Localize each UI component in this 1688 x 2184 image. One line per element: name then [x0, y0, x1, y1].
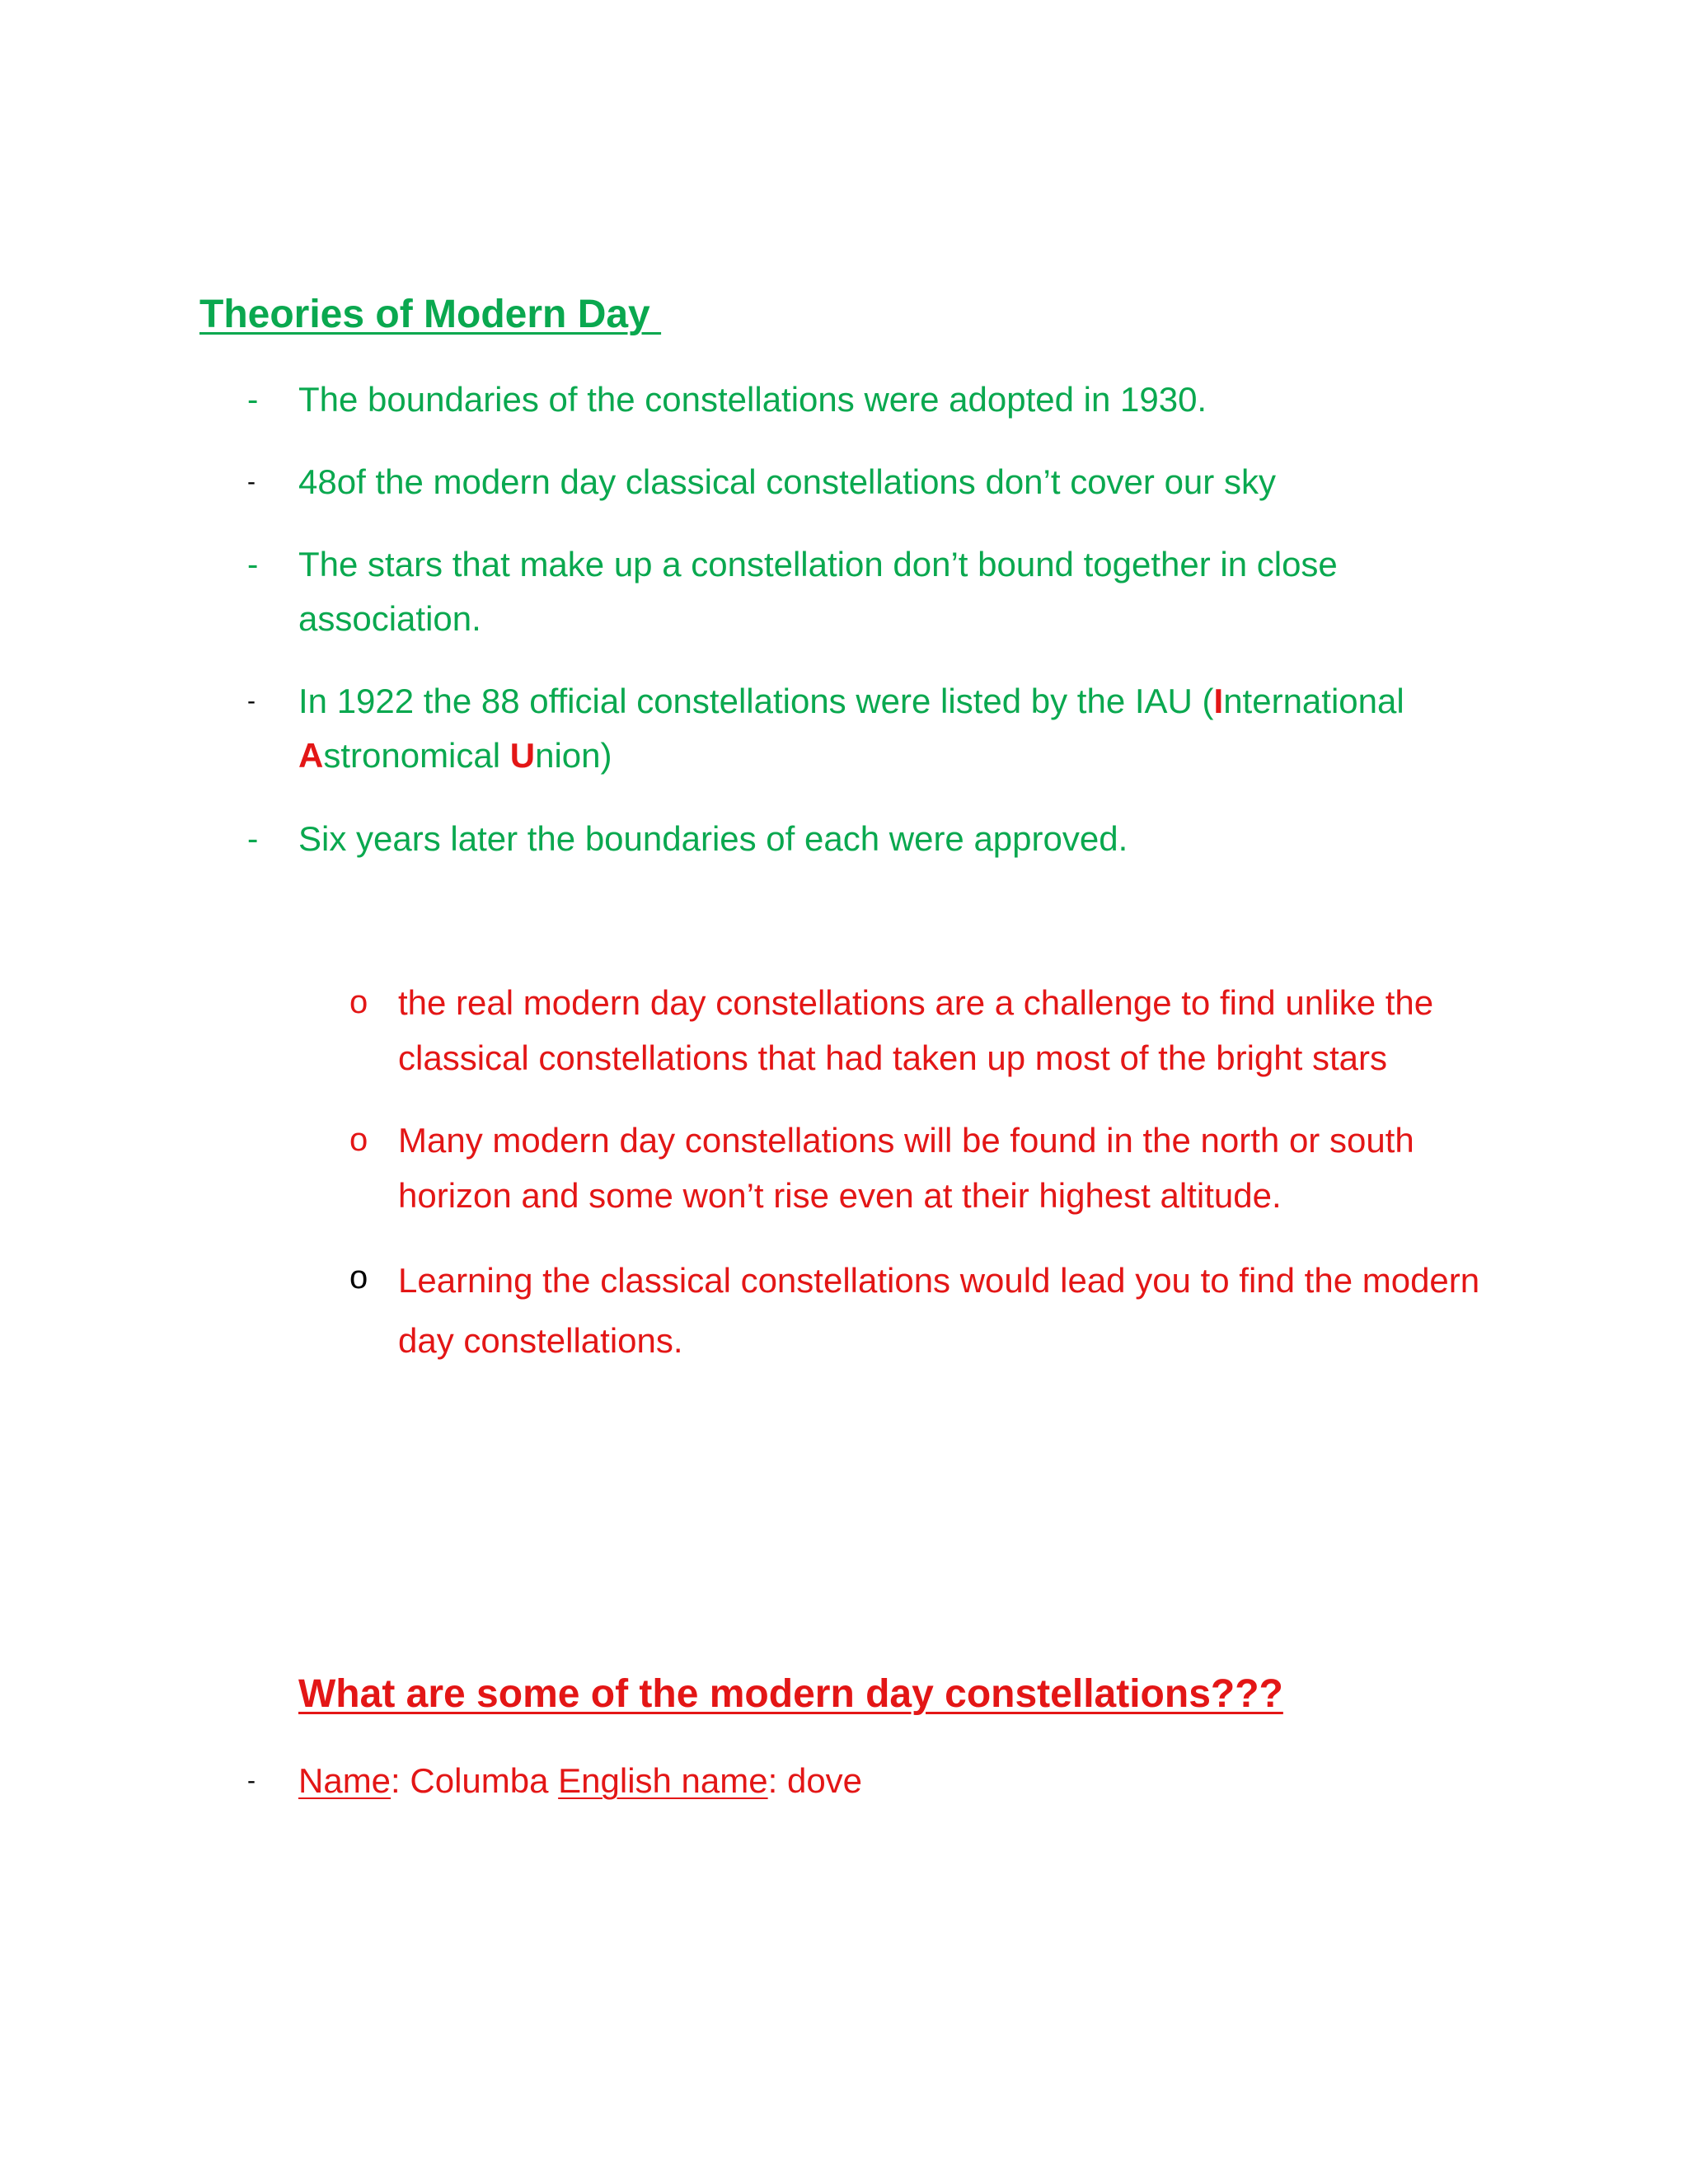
circle-bullet: o	[349, 984, 368, 1020]
dash-bullet: -	[247, 821, 259, 857]
sub-list-item-text: Many modern day constellations will be found in the north or south horizon and some won’t rise even at their highest altitude.	[398, 1121, 1414, 1215]
iau-text-a-rest: stronomical	[323, 736, 510, 775]
circle-bullet: o	[349, 1259, 368, 1296]
dash-bullet: -	[247, 382, 259, 418]
iau-text-u-rest: nion)	[535, 736, 612, 775]
english-name-label: English name	[558, 1761, 768, 1800]
circle-bullet: o	[349, 1122, 368, 1158]
iau-text-before: In 1922 the 88 official constellations were listed by the IAU (	[298, 682, 1214, 720]
section-title-theories: Theories of Modern Day	[199, 293, 662, 336]
sub-list-item-text: Learning the classical constellations would lead you to find the modern day constellations.	[398, 1261, 1480, 1360]
sub-list-item-text: the real modern day constellations are a challenge to find unlike the classical constellations that had taken up most of the bright stars	[398, 983, 1434, 1077]
dash-bullet: -	[247, 468, 256, 495]
dash-bullet: -	[247, 546, 259, 583]
dash-bullet: -	[247, 1767, 256, 1794]
list-item-text: The stars that make up a constellation don’t bound together in close association.	[298, 545, 1338, 638]
iau-letter-a: A	[298, 736, 324, 775]
list-item-text: 48of the modern day classical constellations don’t cover our sky	[298, 462, 1276, 501]
iau-text-i-rest: nternational	[1223, 682, 1404, 720]
english-name-value: : dove	[767, 1761, 863, 1800]
dash-bullet: -	[247, 687, 256, 715]
name-value: : Columba	[391, 1761, 559, 1800]
iau-letter-i: I	[1213, 682, 1224, 720]
constellation-entry-text	[298, 1754, 1469, 1808]
list-item-text-iau	[298, 674, 1469, 783]
name-label: Name	[298, 1761, 392, 1800]
section-title-modern-constellations: What are some of the modern day constellations???	[298, 1672, 1283, 1716]
iau-letter-u: U	[509, 736, 536, 775]
list-item-text: The boundaries of the constellations were adopted in 1930.	[298, 380, 1207, 419]
list-item-text: Six years later the boundaries of each were approved.	[298, 819, 1128, 858]
